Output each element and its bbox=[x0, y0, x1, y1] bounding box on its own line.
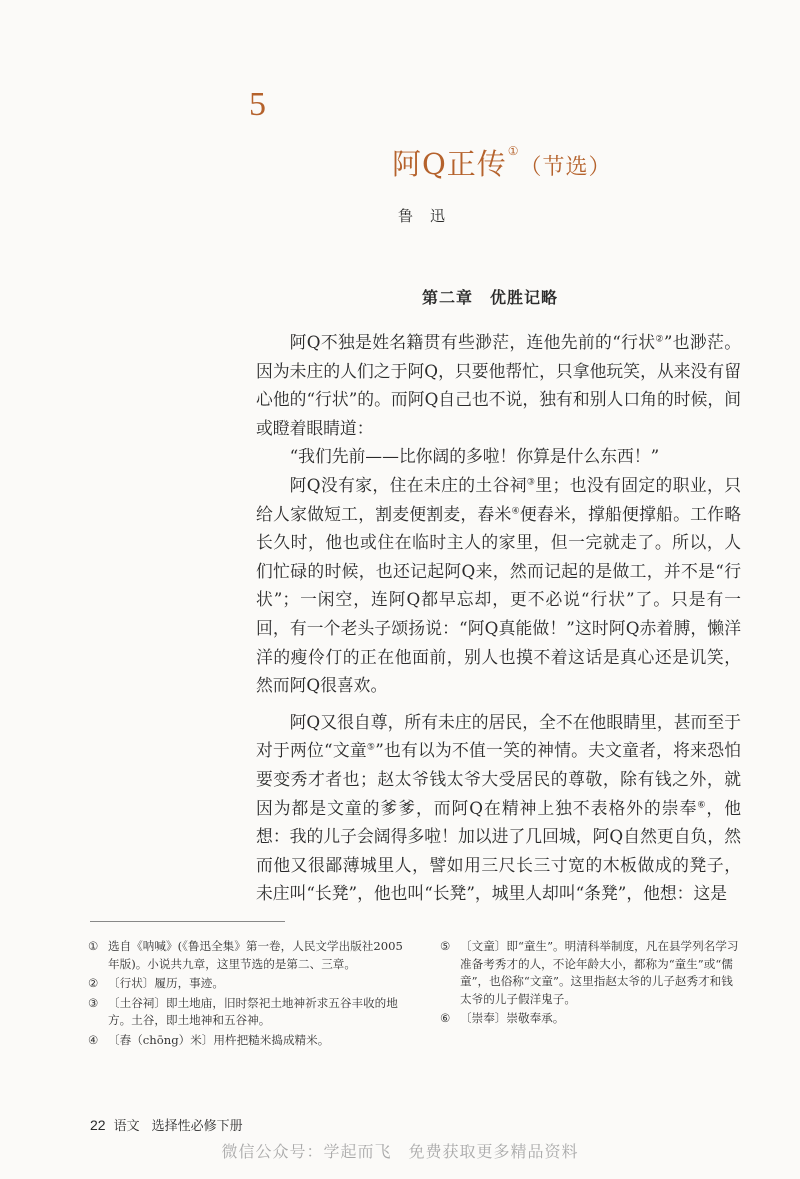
footnote-ref-6[interactable]: ⑥ bbox=[697, 799, 707, 810]
footnotes-right bbox=[440, 938, 740, 1030]
footnote-ref-3[interactable]: ③ bbox=[526, 477, 536, 488]
footnote-mark: ⑤ bbox=[440, 939, 451, 953]
footnote-mark: ③ bbox=[88, 995, 99, 1010]
paragraph-3: 阿Q没有家，住在未庄的土谷祠③里；也没有固定的职业，只给人家做短工，割麦便割麦，舂米④便舂米，撑船便撑船。工作略长久时，他也或住在临时主人的家里，但一完就走了。所以，人们忙碌的时候，也还记起阿Q来，然而记起的是做工，并不是“行状”；一闲空，连阿Q都早忘却，更不必说“行状”了。只是有一回，有一个老头子颂扬说：“阿Q真能做！”这时阿Q赤着膊，懒洋洋的瘦伶仃的正在他面前，别人也摸不着这话是真心还是讥笑，然而阿Q很喜欢。 bbox=[256, 474, 741, 696]
footer-book-title: 选择性必修下册 bbox=[151, 1119, 243, 1134]
article-body bbox=[256, 328, 741, 908]
page-footer bbox=[90, 1115, 243, 1134]
footer-subject: 语文 bbox=[113, 1119, 140, 1134]
chapter-heading: 第二章 优胜记略 bbox=[421, 288, 558, 307]
footnote-item bbox=[88, 995, 403, 1030]
footnote-ref-2[interactable]: ② bbox=[655, 334, 664, 345]
page-number: 22 bbox=[90, 1117, 106, 1133]
title-footnote-mark[interactable]: ① bbox=[507, 144, 520, 158]
footnotes-left bbox=[88, 938, 403, 1052]
paragraph-1: 阿Q不独是姓名籍贯有些渺茫，连他先前的“行状②”也渺茫。因为未庄的人们之于阿Q，只要他帮忙，只拿他玩笑，从来没有留心他的“行状”的。而阿Q自己也不说，独有和别人口角的时候，间或瞪着眼睛道： bbox=[256, 332, 741, 438]
footnote-mark: ⑥ bbox=[440, 1011, 451, 1026]
footnote-text: 选自《呐喊》(《鲁迅全集》第一卷，人民文学出版社2005年版)。小说共九章，这里节选的是第二、三章。 bbox=[108, 939, 403, 971]
footnote-item bbox=[440, 1010, 740, 1028]
footnote-mark: ② bbox=[88, 976, 99, 991]
footnote-item bbox=[88, 1032, 403, 1050]
footnote-ref-5[interactable]: ⑤ bbox=[366, 742, 376, 753]
paragraph-2: “我们先前——比你阔的多啦！你算是什么东西！” bbox=[289, 446, 660, 467]
footnote-divider bbox=[90, 921, 285, 922]
paragraph-4: 阿Q又很自尊，所有未庄的居民，全不在他眼睛里，甚而至于对于两位“文童⑤”也有以为不值一笑的神情。夫文童者，将来恐怕要变秀才者也；赵太爷钱太爷大受居民的尊敬，除有钱之外，就因为都是文童的爹爹，而阿Q在精神上独不表格外的崇奉⑥，他想：我的儿子会阔得多啦！加以进了几回城，阿Q自然更自负，然而他又很鄙薄城里人，譬如用三尺长三寸宽的木板做成的凳子，未庄叫“长凳”，他也叫“长凳”，城里人却叫“条凳”，他想：这是 bbox=[256, 711, 741, 904]
title-main: 阿Q正传 bbox=[392, 147, 507, 181]
footnote-text: 〔舂（chōng）米〕用杵把糙米捣成精米。 bbox=[108, 1032, 330, 1047]
footnote-mark: ④ bbox=[88, 1032, 99, 1047]
footnote-text: 〔崇奉〕崇敬奉承。 bbox=[460, 1011, 565, 1026]
title-subtitle: （节选） bbox=[519, 155, 612, 180]
footnote-text: 〔行状〕履历，事迹。 bbox=[108, 976, 224, 991]
footnote-text: 〔文童〕即“童生”。明清科举制度，凡在县学列名学习准备考秀才的人，不论年龄大小，都称为“童生”或“儒童”，也俗称“文童”。这里指赵太爷的儿子赵秀才和钱太爷的儿子假洋鬼子。 bbox=[460, 939, 739, 1006]
footnote-ref-4[interactable]: ④ bbox=[511, 505, 520, 516]
watermark-text: 微信公众号：学起而飞 免费获取更多精品资料 bbox=[221, 1142, 579, 1161]
page-title bbox=[392, 142, 612, 183]
author-name: 鲁迅 bbox=[397, 207, 462, 225]
footnote-item bbox=[440, 938, 740, 1008]
footnote-mark: ① bbox=[88, 939, 99, 953]
lesson-number: 5 bbox=[249, 86, 266, 123]
footnote-item bbox=[88, 975, 403, 993]
footnote-item bbox=[88, 938, 403, 973]
footnote-text: 〔土谷祠〕即土地庙，旧时祭祀土地神祈求五谷丰收的地方。土谷，即土地神和五谷神。 bbox=[108, 995, 398, 1028]
